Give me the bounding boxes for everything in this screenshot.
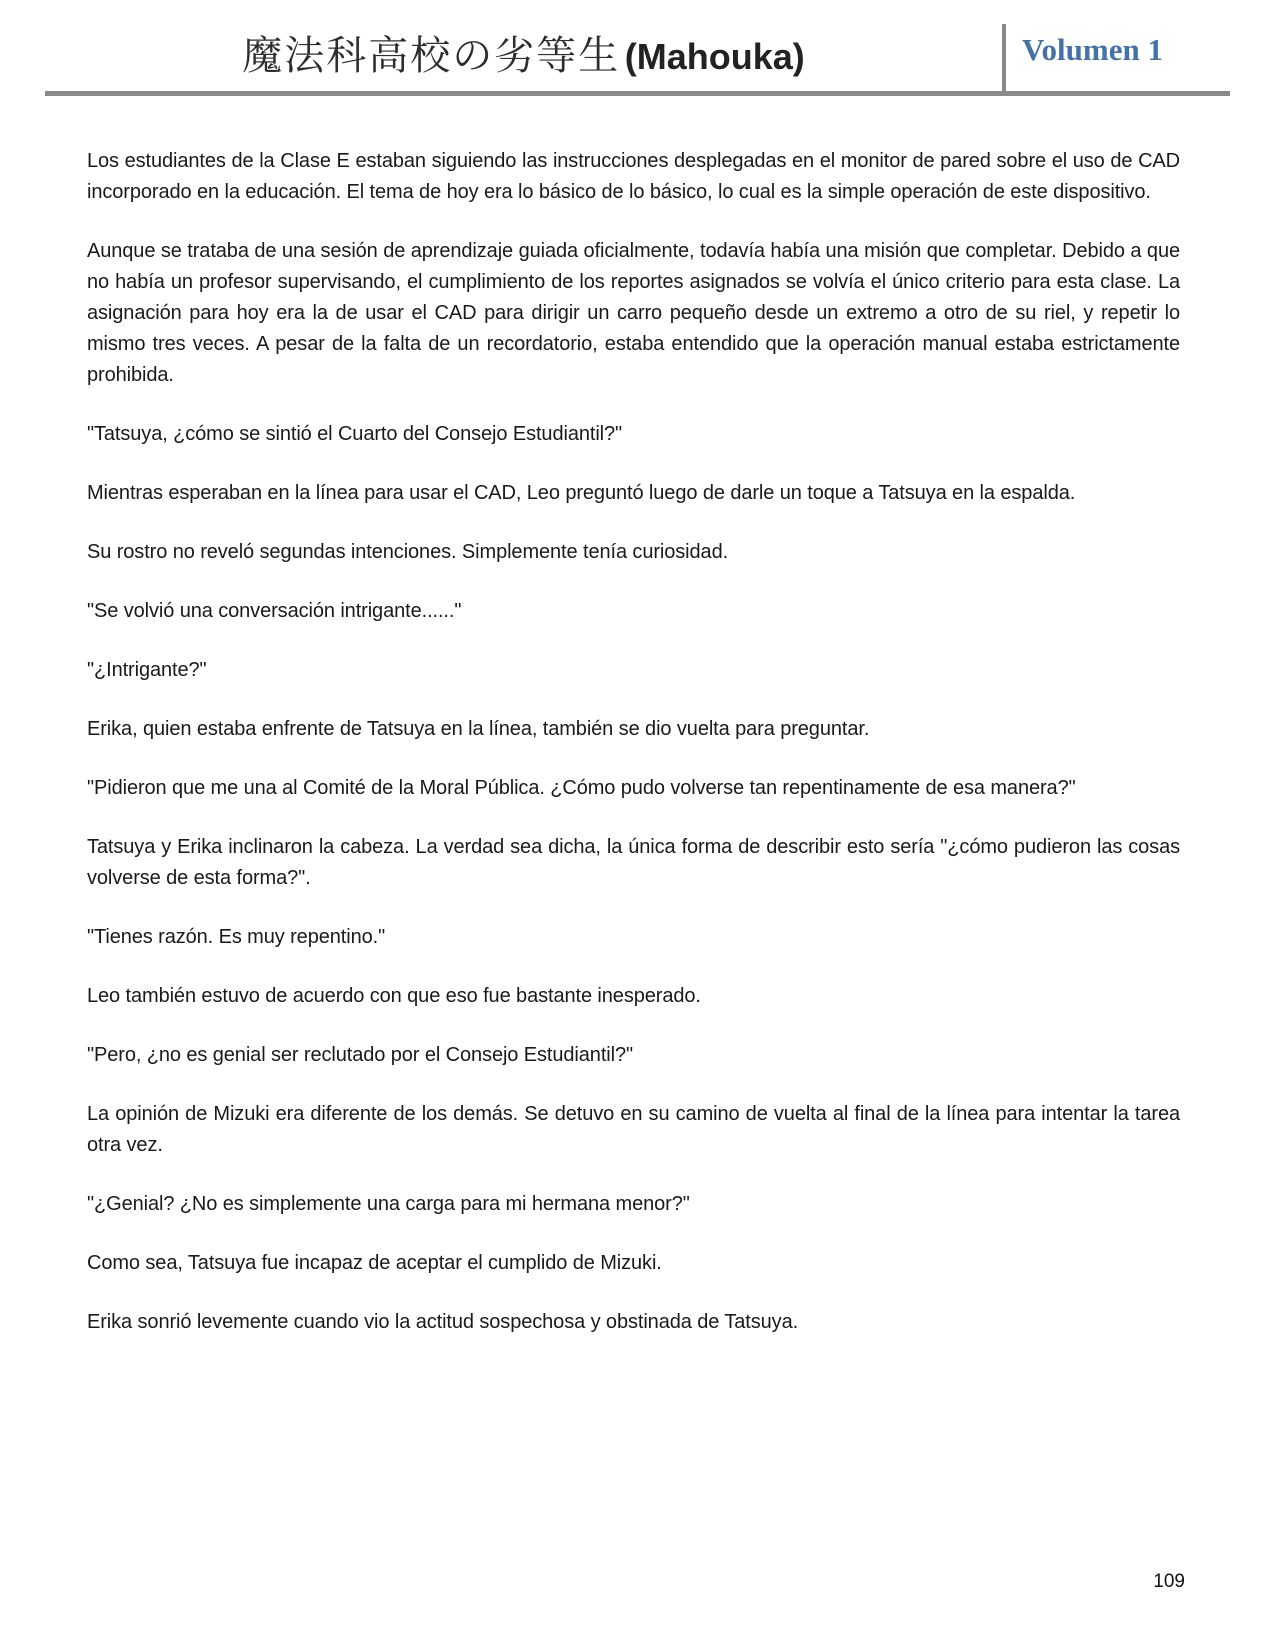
body-text <box>0 96 1275 1338</box>
page-header <box>45 24 1230 96</box>
paragraph: "¿Genial? ¿No es simplemente una carga para mi hermana menor?" <box>87 1193 690 1215</box>
paragraph: "Pero, ¿no es genial ser reclutado por el Consejo Estudiantil?" <box>87 1044 633 1066</box>
page-title-japanese: 魔法科高校の劣等生 <box>242 33 621 79</box>
paragraph: Aunque se trataba de una sesión de aprendizaje guiada oficialmente, todavía había una misión que completar. Debido a que no había un profesor supervisando, el cumplimiento de los reportes asignados se volvía el único criterio para esta clase. La asignación para hoy era la de usar el CAD para dirigir un carro pequeño desde un extremo a otro de su riel, y repetir lo mismo tres veces. A pesar de la falta de un recordatorio, estaba entendido que la operación manual estaba estrictamente prohibida. <box>87 240 1180 386</box>
paragraph: Los estudiantes de la Clase E estaban siguiendo las instrucciones desplegadas en el monitor de pared sobre el uso de CAD incorporado en la educación. El tema de hoy era lo básico de lo básico, lo cual es la simple operación de este dispositivo. <box>87 150 1180 203</box>
paragraph: Leo también estuvo de acuerdo con que eso fue bastante inesperado. <box>87 985 701 1007</box>
volume-label: Volumen 1 <box>1022 32 1163 67</box>
paragraph: Su rostro no reveló segundas intenciones. Simplemente tenía curiosidad. <box>87 541 729 563</box>
paragraph: Mientras esperaban en la línea para usar el CAD, Leo preguntó luego de darle un toque a Tatsuya en la espalda. <box>87 482 1076 504</box>
paragraph: Erika, quien estaba enfrente de Tatsuya en la línea, también se dio vuelta para preguntar. <box>87 718 870 740</box>
page-number: 109 <box>1153 1571 1185 1592</box>
paragraph: "Tatsuya, ¿cómo se sintió el Cuarto del Consejo Estudiantil?" <box>87 423 623 445</box>
paragraph: "Tienes razón. Es muy repentino." <box>87 926 386 948</box>
paragraph: La opinión de Mizuki era diferente de los demás. Se detuvo en su camino de vuelta al final de la línea para intentar la tarea otra vez. <box>87 1103 1180 1156</box>
paragraph: "Pidieron que me una al Comité de la Moral Pública. ¿Cómo pudo volverse tan repentinamente de esa manera?" <box>87 777 1076 799</box>
paragraph: "¿Intrigante?" <box>87 659 207 681</box>
paragraph: "Se volvió una conversación intrigante......" <box>87 600 462 622</box>
page-title-romanized: (Mahouka) <box>624 36 805 77</box>
header-volume-area <box>1002 24 1230 91</box>
header-title-area <box>45 24 1002 91</box>
paragraph: Como sea, Tatsuya fue incapaz de aceptar el cumplido de Mizuki. <box>87 1252 662 1274</box>
paragraph: Erika sonrió levemente cuando vio la actitud sospechosa y obstinada de Tatsuya. <box>87 1311 799 1333</box>
paragraph: Tatsuya y Erika inclinaron la cabeza. La verdad sea dicha, la única forma de describir esto sería "¿cómo pudieron las cosas volverse de esta forma?". <box>87 836 1180 889</box>
